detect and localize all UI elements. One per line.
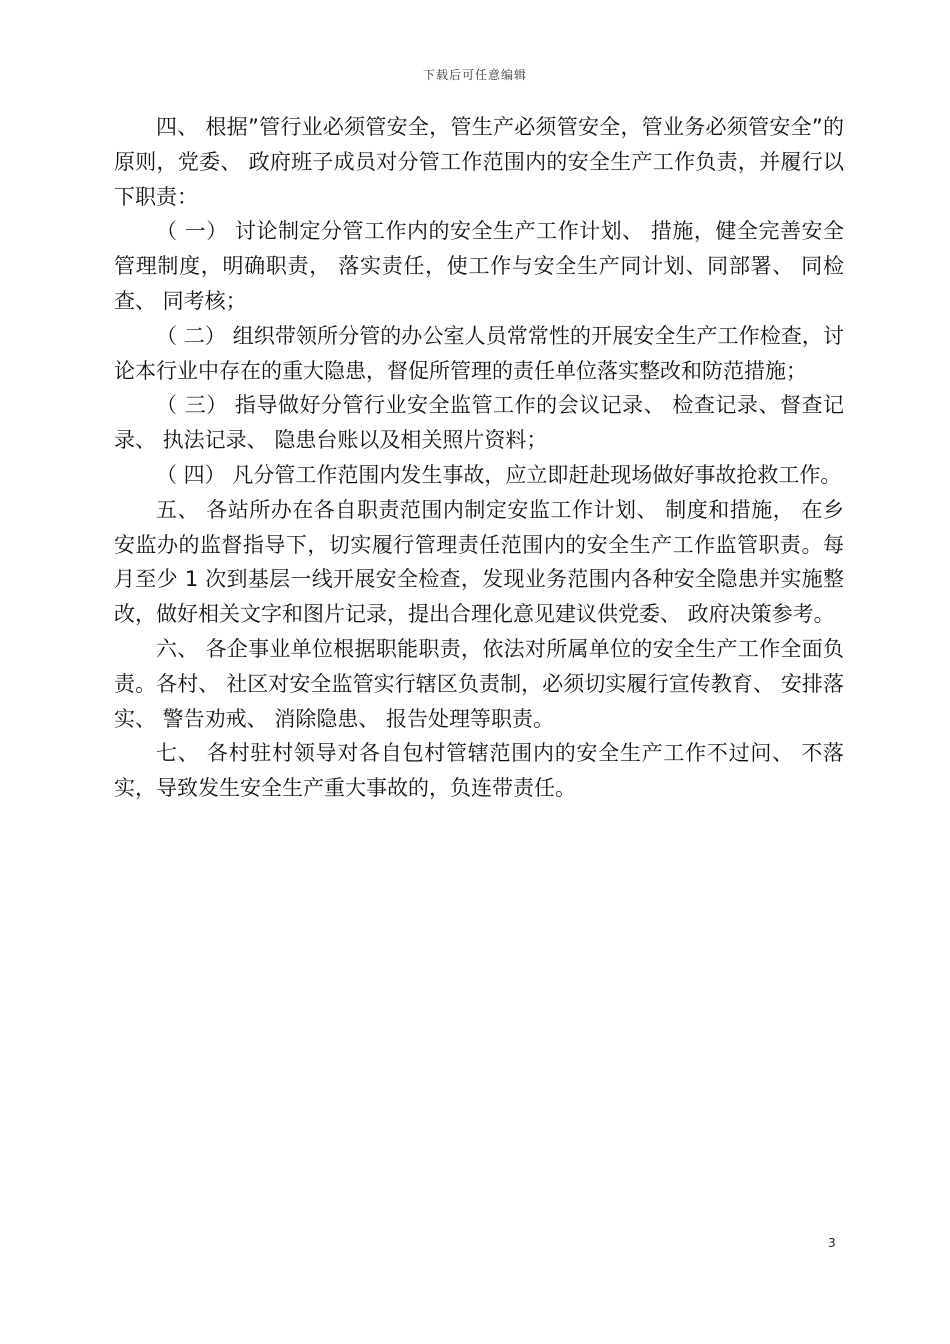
document-body <box>114 110 844 806</box>
paragraph-section-5: 五、 各站所办在各自职责范围内制定安监工作计划、 制度和措施， 在乡安监办的监督指导下，切实履行管理责任范围内的安全生产工作监管职责。每月至少 1 次到基层一线开展安全检查，发现业务范围内各种安全隐患并实施整改，做好相关文字和图片记录，提出合理化意见建议供党委、 政府决策参考。 <box>114 497 844 627</box>
paragraph-section-7: 七、 各村驻村领导对各自包村管辖范围内的安全生产工作不过问、 不落实，导致发生安全生产重大事故的，负连带责任。 <box>114 741 844 801</box>
page-header: 下载后可任意编辑 <box>422 68 527 82</box>
paragraph-item-4: （ 四） 凡分管工作范围内发生事故，应立即赶赴现场做好事故抢救工作。 <box>156 462 842 487</box>
paragraph-item-3: （ 三） 指导做好分管行业安全监管工作的会议记录、 检查记录、督查记录、 执法记录、 隐患台账以及相关照片资料； <box>114 393 844 453</box>
paragraph-item-1: （ 一） 讨论制定分管工作内的安全生产工作计划、 措施，健全完善安全管理制度，明确职责， 落实责任，使工作与安全生产同计划、同部署、 同检查、 同考核； <box>114 219 844 313</box>
paragraph-section-4: 四、 根据”管行业必须管安全，管生产必须管安全，管业务必须管安全”的原则，党委、 政府班子成员对分管工作范围内的安全生产工作负责，并履行以下职责： <box>114 115 844 209</box>
paragraph-section-6: 六、 各企事业单位根据职能职责，依法对所属单位的安全生产工作全面负责。各村、 社区对安全监管实行辖区负责制，必须切实履行宣传教育、 安排落实、 警告劝戒、 消除隐患、 报告处理等职责。 <box>114 636 844 731</box>
paragraph-item-2: （ 二） 组织带领所分管的办公室人员常常性的开展安全生产工作检查，讨论本行业中存在的重大隐患，督促所管理的责任单位落实整改和防范措施； <box>114 323 844 383</box>
page-number: 3 <box>828 1236 836 1250</box>
